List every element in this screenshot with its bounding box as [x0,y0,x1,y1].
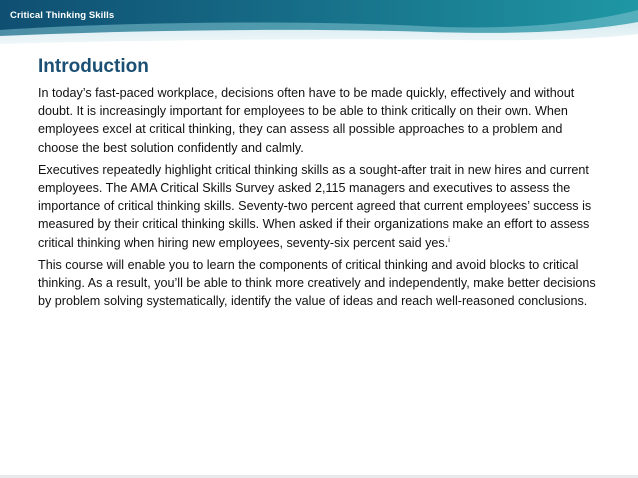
page-title: Introduction [38,56,149,77]
slide-content [38,56,606,314]
header-title: Critical Thinking Skills [10,10,115,21]
slide-header [0,0,638,62]
paragraph-3: This course will enable you to learn the components of critical thinking and avoid blocks to critical thinking. As a result, you’ll be able to think more creatively and independently, make better decisions by problem solving systematically, identify the value of ideas and reach well-reasoned conclusions. [38,257,596,309]
paragraph-2 [38,161,606,252]
footnote-marker: i [448,236,450,244]
paragraph-2-text: Executives repeatedly highlight critical thinking skills as a sought-after trait in new hires and current employees. The AMA Critical Skills Survey asked 2,115 managers and executives to assess the importance of critical thinking skills. Seventy-two percent agreed that current employees’ success is measured by their critical thinking skills. When asked if their organizations make an effort to assess critical thinking when hiring new employees, seventy-six percent said yes. [38,162,592,250]
paragraph-1: In today’s fast-paced workplace, decisions often have to be made quickly, effectively and without doubt. It is increasingly important for employees to be able to think critically on their own. When employees excel at critical thinking, they can assess all possible approaches to a problem and choose the best solution confidently and calmly. [38,86,575,155]
